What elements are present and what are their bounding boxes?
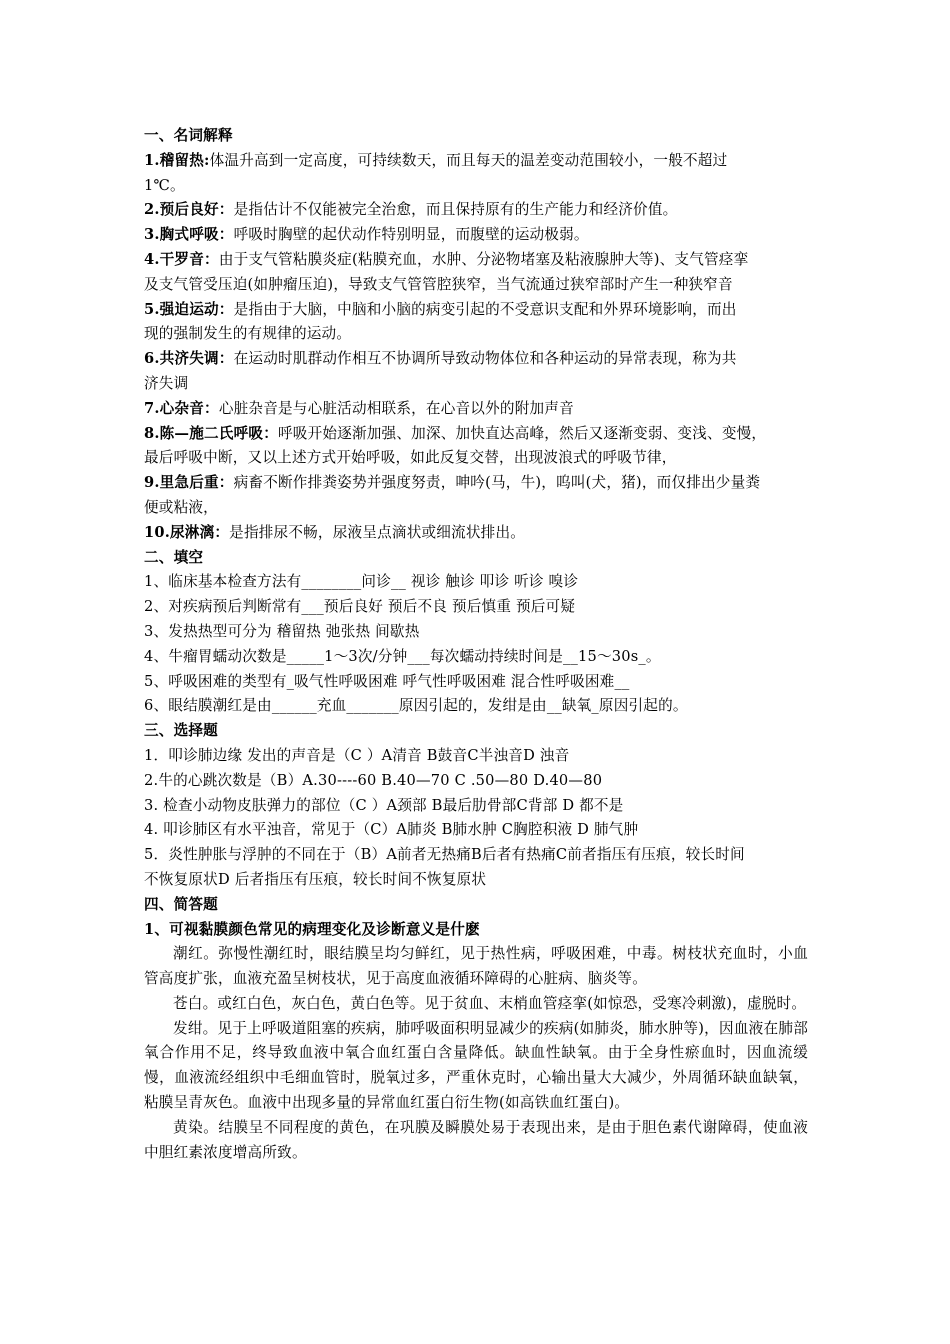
term-label: 2.预后良好：	[144, 201, 234, 219]
term-item	[144, 397, 808, 422]
term-label: 1.稽留热:	[144, 151, 210, 169]
term-definition: 是指由于大脑，中脑和小脑的病变引起的不受意识支配和外界环境影响，而出	[233, 300, 737, 318]
term-label: 9.里急后重：	[144, 474, 234, 492]
fill-line: 5、呼吸困难的类型有_吸气性呼吸困难 呼气性呼吸困难 混合性呼吸困难__	[144, 672, 630, 690]
term-item	[144, 471, 808, 496]
term-definition: 呼吸时胸壁的起伏动作特别明显，而腹壁的运动极弱。	[233, 226, 589, 244]
term-item	[144, 298, 808, 323]
question-title: 1、可视黏膜颜色常见的病理变化及诊断意义是什麽	[144, 920, 480, 938]
choice-line: 3. 检查小动物皮肤弹力的部位（C ）A颈部 B最后肋骨部C背部 D 都不是	[144, 796, 624, 814]
term-definition-cont: 便或粘液，	[144, 498, 218, 516]
term-item	[144, 347, 808, 372]
choice-line: 1．叩诊肺边缘 发出的声音是（C ）A清音 B鼓音C半浊音D 浊音	[144, 746, 570, 764]
term-item	[144, 248, 808, 273]
term-definition-cont: 1℃。	[144, 176, 185, 194]
term-item	[144, 149, 808, 174]
choice-line: 5．炎性肿胀与浮肿的不同在于（B）A前者无热痛B后者有热痛C前者指压有压痕，较长时间	[144, 846, 745, 864]
section-heading-choice: 三、选择题	[144, 722, 218, 740]
term-label: 6.共济失调：	[144, 350, 234, 368]
answer-paragraph: 发绀。见于上呼吸道阻塞的疾病，肺呼吸面积明显减少的疾病(如肺炎，肺水肿等)，因血液在肺部氧合作用不足，终导致血液中氧合血红蛋白含量降低。缺血性缺氧。由于全身性瘀血时，因血流缓慢，血液流经组织中毛细血管时，脱氧过多，严重休克时，心输出量大大减少，外周循环缺血缺氧，粘膜呈青灰色。血液中出现多量的异常血红蛋白衍生物(如高铁血红蛋白)。	[144, 1019, 808, 1112]
term-definition: 在运动时肌群动作相互不协调所导致动物体位和各种运动的异常表现，称为共	[233, 350, 737, 368]
section-heading-fill: 二、填空	[144, 548, 204, 566]
term-label: 5.强迫运动：	[144, 300, 234, 318]
fill-line: 1、临床基本检查方法有________问诊__ 视诊 触诊 叩诊 听诊 嗅诊	[144, 573, 579, 591]
answer-paragraph: 苍白。或红白色，灰白色，黄白色等。见于贫血、末梢血管痉挛(如惊恐，受寒冷刺激)，虚脱时。	[173, 994, 807, 1012]
fill-line: 6、眼结膜潮红是由______充血_______原因引起的，发绀是由__缺氧_原因引起的。	[144, 697, 688, 715]
term-item	[144, 223, 808, 248]
fill-line: 4、牛瘤胃蠕动次数是_____1～3次/分钟___每次蠕动持续时间是__15～30s_。	[144, 647, 661, 665]
term-definition: 是指估计不仅能被完全治愈，而且保持原有的生产能力和经济价值。	[233, 201, 678, 219]
term-label: 3.胸式呼吸：	[144, 226, 234, 244]
fill-line: 2、对疾病预后判断常有___预后良好 预后不良 预后慎重 预后可疑	[144, 598, 576, 616]
term-definition-cont: 及支气管受压迫(如肿瘤压迫)，导致支气管管腔狭窄，当气流通过狭窄部时产生一种狭窄音	[144, 275, 733, 293]
term-label: 7.心杂音：	[144, 399, 219, 417]
term-definition: 由于支气管粘膜炎症(粘膜充血，水肿、分泌物堵塞及粘液腺肿大等)、支气管痉挛	[218, 250, 749, 268]
choice-line: 2.牛的心跳次数是（B）A.30----60 B.40—70 C .50—80 D.40—80	[144, 771, 603, 789]
term-definition-cont: 最后呼吸中断，又以上述方式开始呼吸，如此反复交替，出现波浪式的呼吸节律，	[144, 449, 677, 467]
fill-line: 3、发热热型可分为 稽留热 弛张热 间歇热	[144, 622, 420, 640]
section-heading-short-answer: 四、简答题	[144, 895, 218, 913]
term-definition: 心脏杂音是与心脏活动相联系，在心音以外的附加声音	[218, 399, 574, 417]
section-heading-terms: 一、名词解释	[144, 127, 233, 144]
term-item	[144, 422, 808, 447]
answer-paragraph: 潮红。弥慢性潮红时，眼结膜呈均匀鲜红，见于热性病，呼吸困难，中毒。树枝状充血时，小血管高度扩张，血液充盈呈树枝状，见于高度血液循环障碍的心脏病、脑炎等。	[144, 945, 808, 988]
term-label: 4.干罗音：	[144, 250, 219, 268]
document-page	[144, 124, 808, 1165]
answer-paragraph: 黄染。结膜呈不同程度的黄色，在巩膜及瞬膜处易于表现出来，是由于胆色素代谢障碍，使血液中胆红素浓度增高所致。	[144, 1118, 808, 1161]
term-label: 10.尿淋漓：	[144, 523, 230, 541]
term-definition: 病畜不断作排粪姿势并强度努责，呻吟(马，牛)，呜叫(犬，猪)，而仅排出少量粪	[233, 474, 761, 492]
term-definition-cont: 现的强制发生的有规律的运动。	[144, 325, 352, 343]
term-label: 8.陈—施二氏呼吸：	[144, 424, 278, 442]
choice-line: 不恢复原状D 后者指压有压痕，较长时间不恢复原状	[144, 870, 487, 888]
term-item	[144, 198, 808, 223]
term-definition: 呼吸开始逐渐加强、加深、加快直达高峰，然后又逐渐变弱、变浅、变慢，	[278, 424, 767, 442]
choice-line: 4. 叩诊肺区有水平浊音，常见于（C）A肺炎 B肺水肿 C胸腔积液 D 肺气肿	[144, 821, 639, 839]
term-item	[144, 521, 808, 546]
term-definition-cont: 济失调	[144, 374, 189, 392]
term-definition: 体温升高到一定高度，可持续数天，而且每天的温差变动范围较小，一般不超过	[209, 151, 728, 169]
term-definition: 是指排尿不畅，尿液呈点滴状或细流状排出。	[229, 523, 526, 541]
